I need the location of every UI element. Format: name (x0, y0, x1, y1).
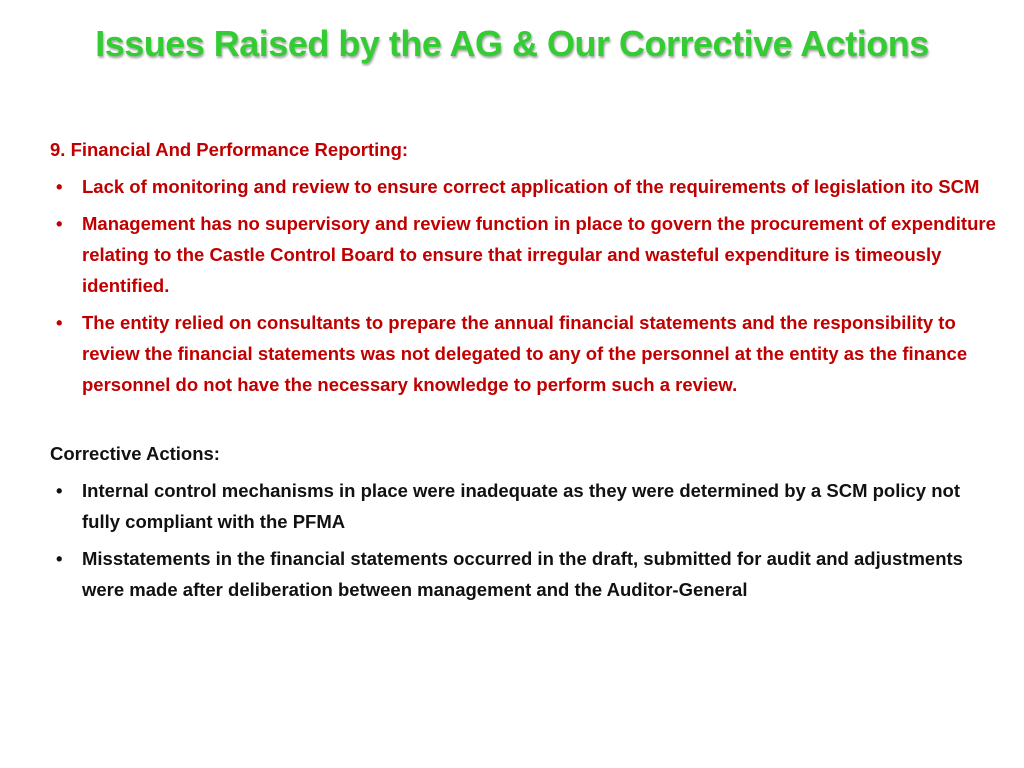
list-item (50, 171, 1000, 202)
bullet-icon: • (56, 480, 63, 501)
issues-list (50, 171, 1000, 400)
corrective-text: Internal control mechanisms in place were inadequate as they were determined by a SCM policy not fully compliant with the PFMA (82, 480, 960, 532)
issues-heading: 9. Financial And Performance Reporting: (50, 139, 409, 160)
corrective-list (50, 475, 1000, 605)
issue-text: Lack of monitoring and review to ensure correct application of the requirements of legislation ito SCM (82, 176, 980, 197)
list-item (50, 475, 1000, 537)
issue-text: The entity relied on consultants to prepare the annual financial statements and the responsibility to review the financial statements was not delegated to any of the personnel at the entity as the finance personnel do not have the necessary knowledge to perform such a review. (82, 312, 968, 395)
corrective-heading: Corrective Actions: (50, 443, 220, 464)
bullet-icon: • (56, 176, 63, 197)
issues-section (50, 134, 1000, 400)
section-spacer (50, 400, 1000, 438)
slide-title: Issues Raised by the AG & Our Corrective Actions (95, 23, 929, 64)
slide-body (50, 134, 1000, 605)
issue-text: Management has no supervisory and review function in place to govern the procurement of expenditure relating to the Castle Control Board to ensure that irregular and wasteful expenditure is timeously identified. (82, 213, 996, 296)
corrective-text: Misstatements in the financial statements occurred in the draft, submitted for audit and adjustments were made after deliberation between management and the Auditor-General (82, 548, 963, 600)
bullet-icon: • (56, 548, 63, 569)
corrective-section (50, 438, 1000, 605)
list-item (50, 543, 1000, 605)
list-item (50, 208, 1000, 301)
bullet-icon: • (56, 312, 63, 333)
list-item (50, 307, 1000, 400)
bullet-icon: • (56, 213, 63, 234)
